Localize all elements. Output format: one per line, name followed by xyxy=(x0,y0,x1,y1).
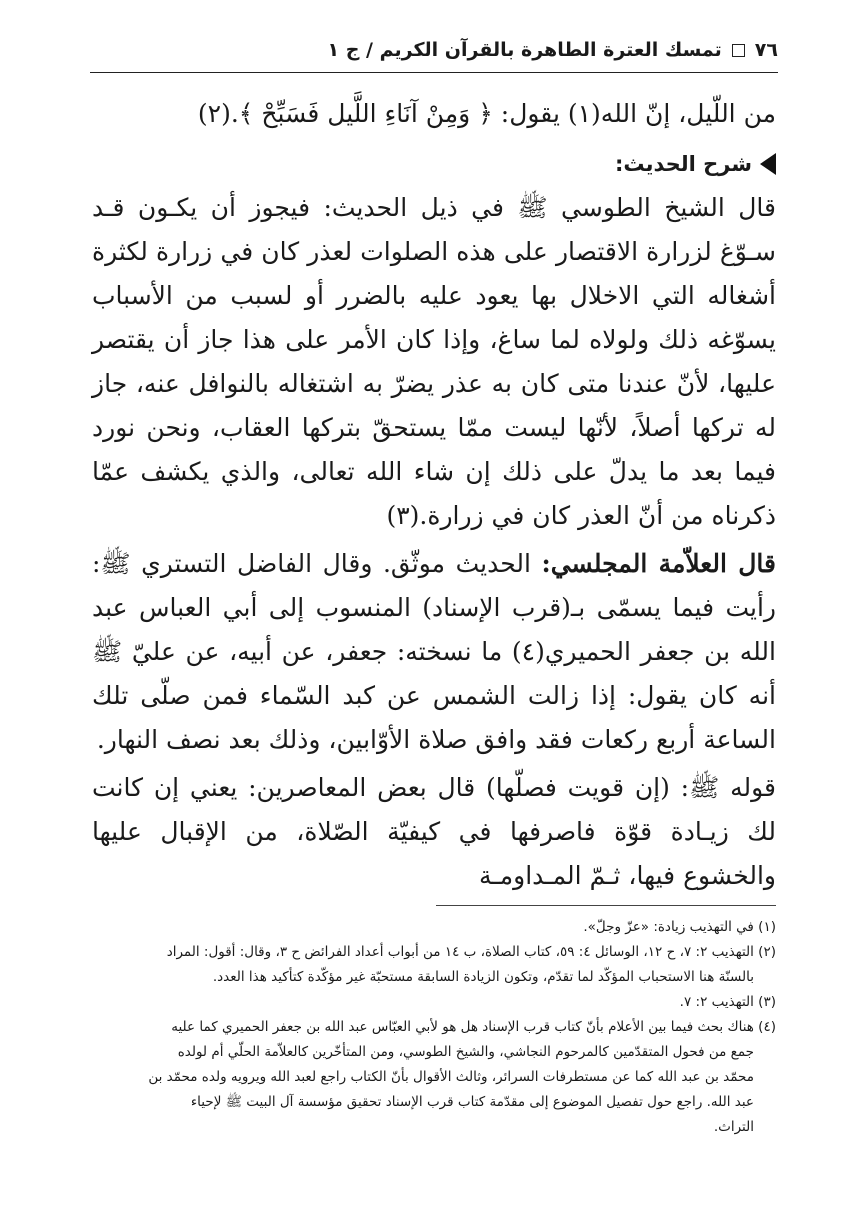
footnote-3: (٣) التهذيب ٢: ٧. xyxy=(679,994,776,1010)
footnote-4-cont-1: جمع من فحول المتقدّمين كالمرحوم النجاشي، والشيخ الطوسي، ومن المتأخّرين كالعلاّمة الحلّي أم لولده xyxy=(177,1044,754,1060)
paragraph-qawluh: قوله ﷺ: (إن قويت فصلّها) قال بعض المعاصرين: يعني إن كانت لك زيـادة قوّة فاصرفها في كيفيّة الصّلاة، من الإقبال عليها والخشوع فيها، ثـمّ المـداومـة xyxy=(92,773,776,890)
main-text xyxy=(92,92,776,898)
footnote-divider xyxy=(436,905,776,906)
triangle-marker-icon xyxy=(760,153,776,175)
footnote-4-cont-3: عبد الله. راجع حول تفصيل الموضوع إلى مقدّمة كتاب قرب الإسناد تحقيق مؤسسة آل البيت ﷺ لإحياء xyxy=(190,1094,754,1110)
footnote-2: (٢) التهذيب ٢: ٧، ح ١٢، الوسائل ٤: ٥٩، كتاب الصلاة، ب ١٤ من أبواب أعداد الفرائض ح ٣، وقال: أقول: المراد xyxy=(166,944,776,960)
square-ornament-icon xyxy=(732,44,745,57)
footnote-4: (٤) هناك بحث فيما بين الأعلام بأنّ كتاب قرب الإسناد هل هو لأبي العبّاس عبد الله بن جعفر الحميري كما عليه xyxy=(171,1019,776,1035)
footnote-4-cont-2: محمّد بن عبد الله كما عن مستطرفات السرائر، وثالث الأقوال بأنّ الكتاب راجع لعبد الله ويرويه ولده محمّد بن xyxy=(148,1069,754,1085)
running-header xyxy=(90,28,778,72)
book-title: تمسك العترة الطاهرة بالقرآن الكريم / ج ١ xyxy=(327,39,722,61)
section-heading-label: شرح الحديث: xyxy=(614,152,752,176)
paragraph-majlisi-lead: قال العلاّمة المجلسي: xyxy=(541,549,776,578)
footnotes xyxy=(92,915,776,1140)
footnote-4-cont-4: التراث. xyxy=(713,1119,754,1135)
section-heading xyxy=(92,152,776,176)
header-divider xyxy=(90,72,778,73)
paragraph-majlisi-body: الحديث موثّق. وقال الفاضل التستري ﷺ: رأيت فيما يسمّى بـ(قرب الإسناد) المنسوب إلى أبي العباس عبد الله بن جعفر الحميري(٤) ما نسخته: جعفر، عن أبيه، عن عليّ ﷺ أنه كان يقول: إذا زالت الشمس عن كبد السّماء فمن صلّى تلك الساعة أربع ركعات فقد وافق صلاة الأوّابين، وذلك بعد نصف النهار. xyxy=(92,549,776,754)
page-number: ٧٦ xyxy=(754,39,778,61)
paragraph-tusi: قال الشيخ الطوسي ﷺ في ذيل الحديث: فيجوز أن يكـون قـد سـوّغ لزرارة الاقتصار على هذه الصلوات لعذر كان في زرارة لكثرة أشغاله التي الاخلال بها يعود عليه بالضرر أو لسبب من الأسباب يسوّغه ذلك ولولاه لما ساغ، وإذا كان الأمر على هذا جاز أن يقتصر عليها، لأنّ عندنا متى كان به عذر يضرّ به اشتغاله بالنوافل عنه، جاز له تركها أصلاً، لأنّها ليست ممّا يستحقّ بتركها العقاب، ونحن نورد فيما بعد ما يدلّ على ذلك إن شاء الله تعالى، والذي يكشف عمّا ذكرناه من أنّ العذر كان في زرارة.(٣) xyxy=(92,193,776,530)
footnote-1: (١) في التهذيب زيادة: «عزّ وجلّ». xyxy=(583,919,776,935)
paragraph-majlisi xyxy=(92,542,776,762)
intro-line: من اللّيل، إنّ الله(١) يقول: ﴿ وَمِنْ آنَاءِ اللَّيل فَسَبِّحْ ﴾.(٢) xyxy=(197,99,776,128)
footnote-2-cont: بالسنّة هنا الاستحباب المؤكّد لما تقدّم، وتكون الزيادة السابقة مستحبّة غير مؤكّدة كتأكيد هذا العدد. xyxy=(212,969,754,985)
